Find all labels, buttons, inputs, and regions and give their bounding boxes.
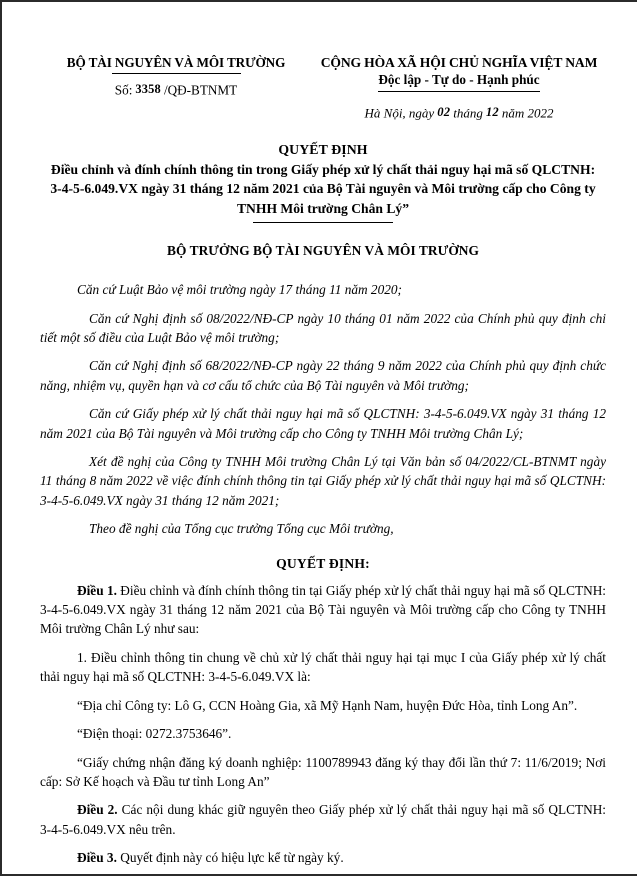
- national-title: CỘNG HÒA XÃ HỘI CHỦ NGHĨA VIỆT NAM: [320, 55, 598, 70]
- preamble-paragraph: Căn cứ Giấy phép xử lý chất thải nguy hại mã số QLCTNH: 3-4-5-6.049.VX ngày 31 tháng 12 năm 2021 của Bộ Tài nguyên và Môi trường cấp cho Công ty TNHH Môi trường Chân Lý;: [40, 406, 606, 441]
- document-number-value: 3358: [135, 82, 161, 97]
- article-3-paragraph: [40, 839, 606, 867]
- article-3-text: Quyết định này có hiệu lực kể từ ngày ký.: [116, 850, 344, 866]
- place-and-date: [312, 105, 606, 122]
- date-year-label: năm 2022: [501, 105, 554, 121]
- title-block: [40, 142, 606, 223]
- document-body: [40, 271, 606, 867]
- document-number-label: Số:: [114, 82, 133, 98]
- article-3-label: Điều 3.: [77, 850, 117, 866]
- title-underline: [253, 222, 393, 223]
- article-2-label: Điều 2.: [77, 802, 118, 818]
- header-right-block: [312, 55, 606, 122]
- article-1-text: Điều chỉnh và đính chính thông tin tại Giấy phép xử lý chất thải nguy hại mã số QLCTNH: 3-4-5-6.049.VX ngày 31 tháng 12 năm 2021 của Bộ Tài nguyên và Môi trường cấp cho Công ty TNHH Môi trường Chân Lý như sau:: [40, 582, 606, 637]
- national-motto: Độc lập - Tự do - Hạnh phúc: [378, 72, 540, 88]
- ministry-underline: [112, 73, 241, 75]
- date-month-value: 12: [485, 105, 499, 120]
- document-number-line: [40, 82, 312, 99]
- article-1-item: “Điện thoại: 0272.3753646”.: [77, 726, 232, 742]
- date-month-label: tháng: [453, 105, 483, 121]
- header-left-block: [40, 55, 312, 99]
- motto-underline: [378, 91, 540, 92]
- decision-heading: QUYẾT ĐỊNH:: [276, 555, 370, 571]
- place-date-prefix: Hà Nội, ngày: [364, 105, 435, 121]
- article-1-paragraph: [40, 572, 606, 639]
- document-header: [40, 2, 606, 122]
- page-title: QUYẾT ĐỊNH: [278, 141, 368, 157]
- article-1-item: 1. Điều chỉnh thông tin chung về chủ xử lý chất thải nguy hại tại mục I của Giấy phép xử lý chất thải nguy hại mã số QLCTNH: 3-4-5-6.049.VX là:: [40, 649, 606, 685]
- page-content: [2, 2, 637, 876]
- article-2-paragraph: [40, 791, 606, 839]
- issuing-ministry: BỘ TÀI NGUYÊN VÀ MÔI TRƯỜNG: [66, 55, 286, 70]
- article-1-item: “Địa chỉ Công ty: Lô G, CCN Hoàng Gia, xã Mỹ Hạnh Nam, huyện Đức Hòa, tỉnh Long An”.: [77, 697, 578, 713]
- issuing-authority: BỘ TRƯỞNG BỘ TÀI NGUYÊN VÀ MÔI TRƯỜNG: [167, 243, 479, 259]
- document-number-suffix: /QĐ-BTNMT: [163, 82, 238, 98]
- preamble-paragraph: Căn cứ Nghị định số 08/2022/NĐ-CP ngày 10 tháng 01 năm 2022 của Chính phủ quy định chi tiết một số điều của Luật Bảo vệ môi trường;: [40, 310, 606, 346]
- date-day-value: 02: [437, 105, 451, 120]
- article-1-label: Điều 1.: [77, 582, 117, 598]
- article-2-text: Các nội dung khác giữ nguyên theo Giấy phép xử lý chất thải nguy hại mã số QLCTNH: 3-4-5-6.049.VX nêu trên.: [40, 802, 606, 837]
- preamble-paragraph: Căn cứ Luật Bảo vệ môi trường ngày 17 tháng 11 năm 2020;: [77, 282, 402, 298]
- preamble-paragraph: Căn cứ Nghị định số 68/2022/NĐ-CP ngày 22 tháng 9 năm 2022 của Chính phủ quy định chức năng, nhiệm vụ, quyền hạn và cơ cấu tổ chức của Bộ Tài nguyên và Môi trường;: [40, 358, 606, 393]
- preamble-paragraph: Xét đề nghị của Công ty TNHH Môi trường Chân Lý tại Văn bản số 04/2022/CL-BTNMT ngày 11 tháng 8 năm 2022 về việc đính chính thông tin tại Giấy phép xử lý chất thải nguy hại mã số QLCTNH: 3-4-5-6.049.VX ngày 31 tháng 12 năm 2021;: [40, 454, 606, 508]
- article-1-item: “Giấy chứng nhận đăng ký doanh nghiệp: 1100789943 đăng ký thay đổi lần thứ 7: 11/6/2019; Nơi cấp: Sở Kế hoạch và Đầu tư tỉnh Long An”: [40, 754, 606, 789]
- page-subtitle: Điều chỉnh và đính chính thông tin trong Giấy phép xử lý chất thải nguy hại mã số QLCTNH: 3-4-5-6.049.VX ngày 31 tháng 12 năm 2021 của Bộ Tài nguyên và Môi trường cấp cho Công ty TNHH Môi trường Chân Lý”: [50, 161, 596, 216]
- preamble-paragraph: Theo đề nghị của Tổng cục trưởng Tổng cục Môi trường,: [89, 521, 394, 537]
